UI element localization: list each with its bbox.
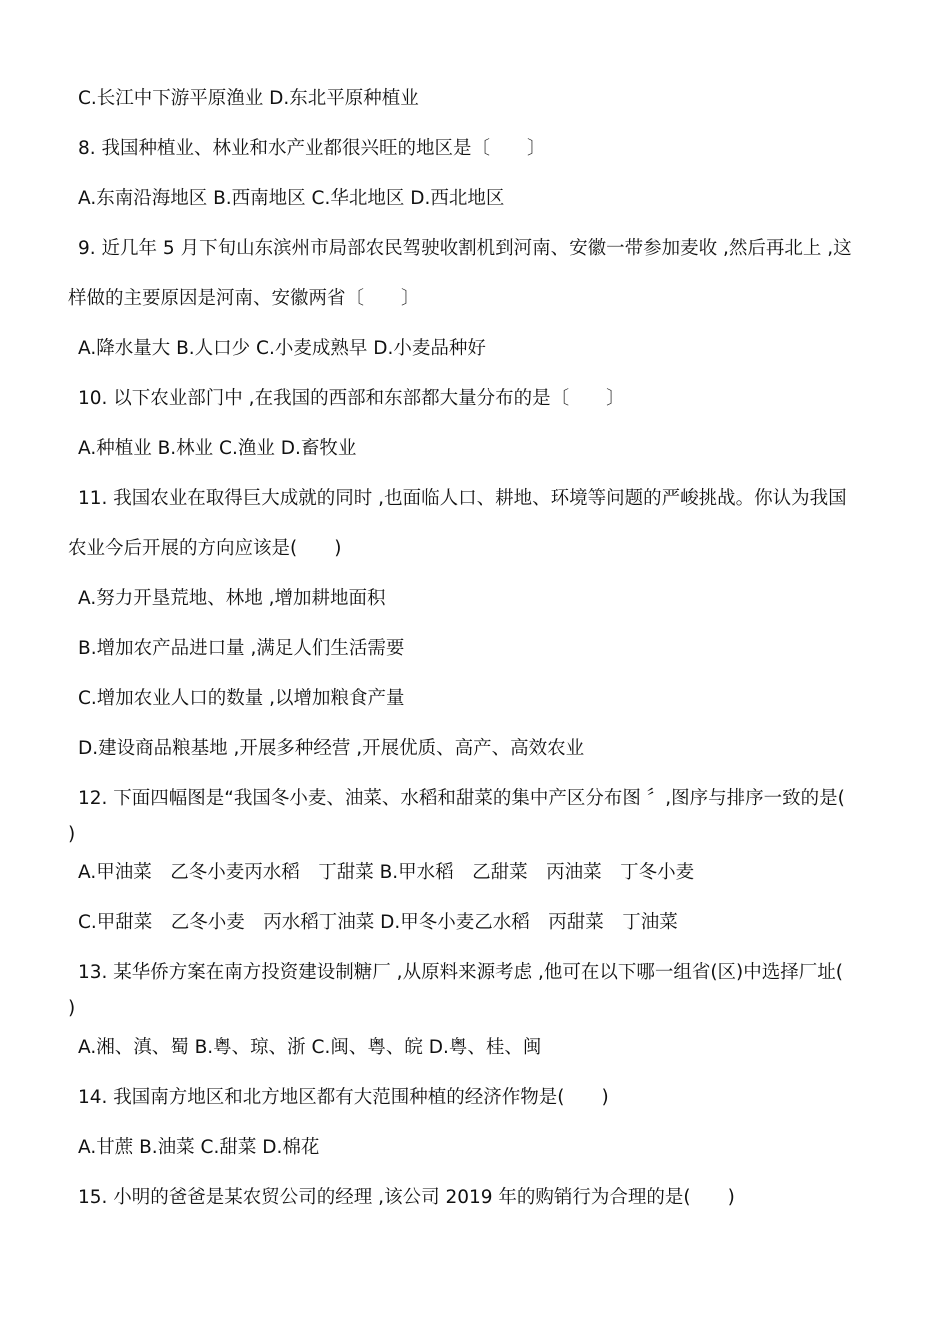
question-10: 10. 以下农业部门中 ,在我国的西部和东部都大量分布的是〔 〕 — [78, 388, 625, 409]
options-q12-cd: C.甲甜菜 乙冬小麦 丙水稻丁油菜 D.甲冬小麦乙水稻 丙甜菜 丁油菜 — [78, 912, 678, 933]
options-q13: A.湘、滇、蜀 B.粤、琼、浙 C.闽、粤、皖 D.粤、桂、闽 — [78, 1037, 542, 1058]
options-q9: A.降水量大 B.人口少 C.小麦成熟早 D.小麦品种好 — [78, 338, 486, 359]
question-11-continued: 农业今后开展的方向应该是( ) — [68, 538, 342, 559]
option-q11-b: B.增加农产品进口量 ,满足人们生活需要 — [78, 638, 405, 659]
question-9-continued: 样做的主要原因是河南、安徽两省〔 〕 — [68, 288, 420, 309]
question-13-paren: ) — [68, 998, 76, 1019]
option-q11-a: A.努力开垦荒地、林地 ,增加耕地面积 — [78, 588, 386, 609]
question-12: 12. 下面四幅图是“我国冬小麦、油菜、水稻和甜菜的集中产区分布图 〞,图序与排序一致的是( — [78, 788, 845, 809]
question-12-paren: ) — [68, 824, 76, 845]
question-11: 11. 我国农业在取得巨大成就的同时 ,也面临人口、耕地、环境等问题的严峻挑战。你认为我国 — [78, 488, 847, 509]
question-14: 14. 我国南方地区和北方地区都有大范围种植的经济作物是( ) — [78, 1087, 609, 1108]
options-q14: A.甘蔗 B.油菜 C.甜菜 D.棉花 — [78, 1137, 320, 1158]
option-q11-c: C.增加农业人口的数量 ,以增加粮食产量 — [78, 688, 405, 709]
options-q12-ab: A.甲油菜 乙冬小麦丙水稻 丁甜菜 B.甲水稻 乙甜菜 丙油菜 丁冬小麦 — [78, 862, 695, 883]
question-15: 15. 小明的爸爸是某农贸公司的经理 ,该公司 2019 年的购销行为合理的是( ) — [78, 1187, 735, 1208]
option-q11-d: D.建设商品粮基地 ,开展多种经营 ,开展优质、高产、高效农业 — [78, 738, 585, 759]
question-13: 13. 某华侨方案在南方投资建设制糖厂 ,从原料来源考虑 ,他可在以下哪一组省(区)中选择厂址( — [78, 962, 843, 983]
options-q8: A.东南沿海地区 B.西南地区 C.华北地区 D.西北地区 — [78, 188, 505, 209]
question-9: 9. 近几年 5 月下旬山东滨州市局部农民驾驶收割机到河南、安徽一带参加麦收 ,然后再北上 ,这 — [78, 238, 852, 259]
option-line-q7-cd: C.长江中下游平原渔业 D.东北平原种植业 — [78, 88, 419, 109]
question-8: 8. 我国种植业、林业和水产业都很兴旺的地区是〔 〕 — [78, 138, 546, 159]
options-q10: A.种植业 B.林业 C.渔业 D.畜牧业 — [78, 438, 357, 459]
